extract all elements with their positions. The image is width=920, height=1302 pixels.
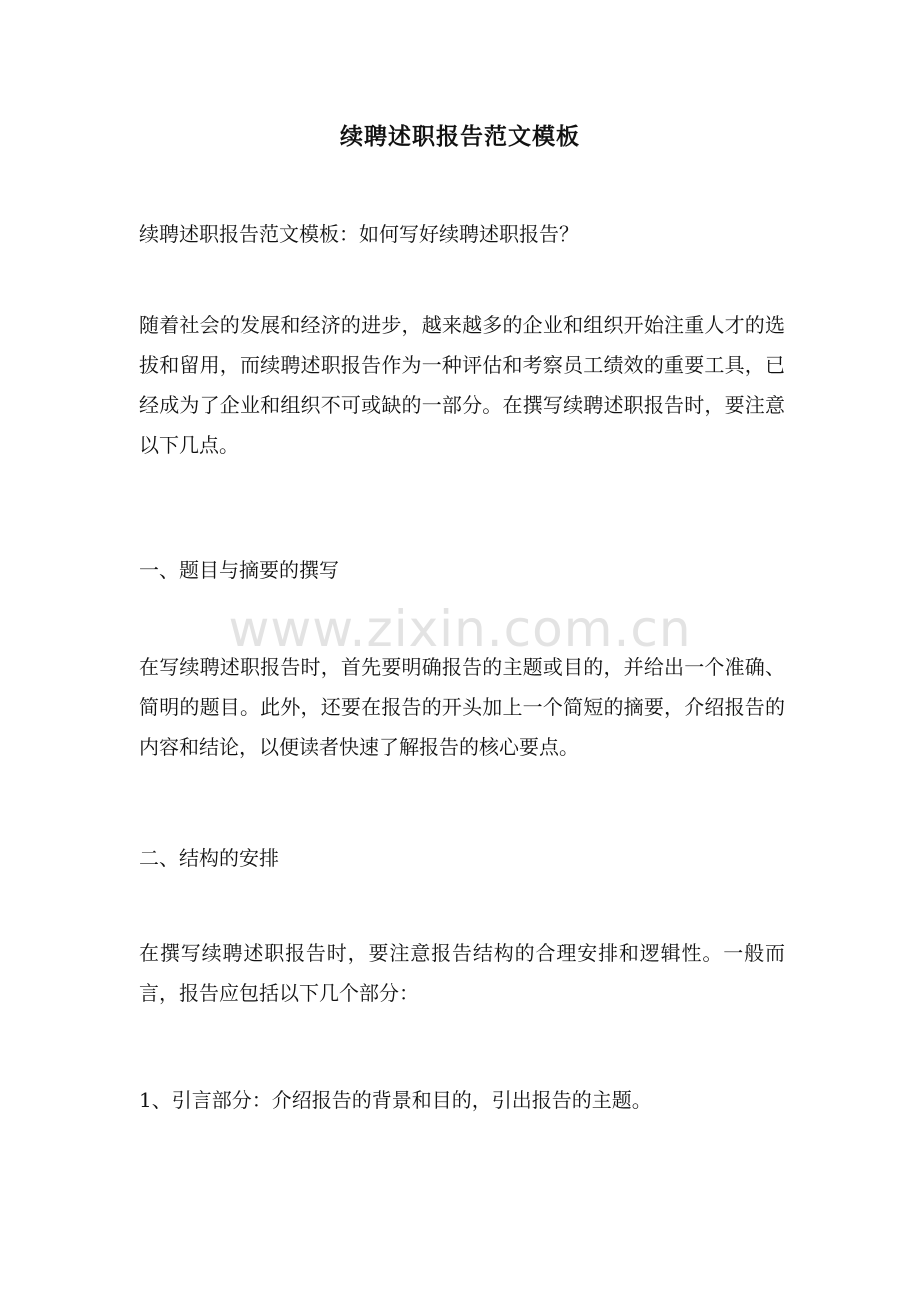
section-heading-title-abstract: 一、题目与摘要的撰写 [139,558,339,582]
watermark: www.zixin.com.cn [228,600,692,658]
section-heading-structure: 二、结构的安排 [139,846,279,870]
list-item-introduction: 1、引言部分：介绍报告的背景和目的，引出报告的主题。 [139,1088,652,1112]
paragraph-title-abstract: 在写续聘述职报告时，首先要明确报告的主题或目的，并给出一个准确、简明的题目。此外，还要在报告的开头加上一个简短的摘要，介绍报告的内容和结论，以便读者快速了解报告的核心要点。 [139,655,785,759]
intro-question: 续聘述职报告范文模板：如何写好续聘述职报告？ [139,222,579,246]
intro-paragraph: 随着社会的发展和经济的进步，越来越多的企业和组织开始注重人才的选拔和留用，而续聘述职报告作为一种评估和考察员工绩效的重要工具，已经成为了企业和组织不可或缺的一部分。在撰写续聘述职报告时，要注意以下几点。 [139,313,785,457]
document-title: 续聘述职报告范文模板 [340,123,580,150]
paragraph-structure: 在撰写续聘述职报告时，要注意报告结构的合理安排和逻辑性。一般而言，报告应包括以下几个部分： [139,941,785,1005]
